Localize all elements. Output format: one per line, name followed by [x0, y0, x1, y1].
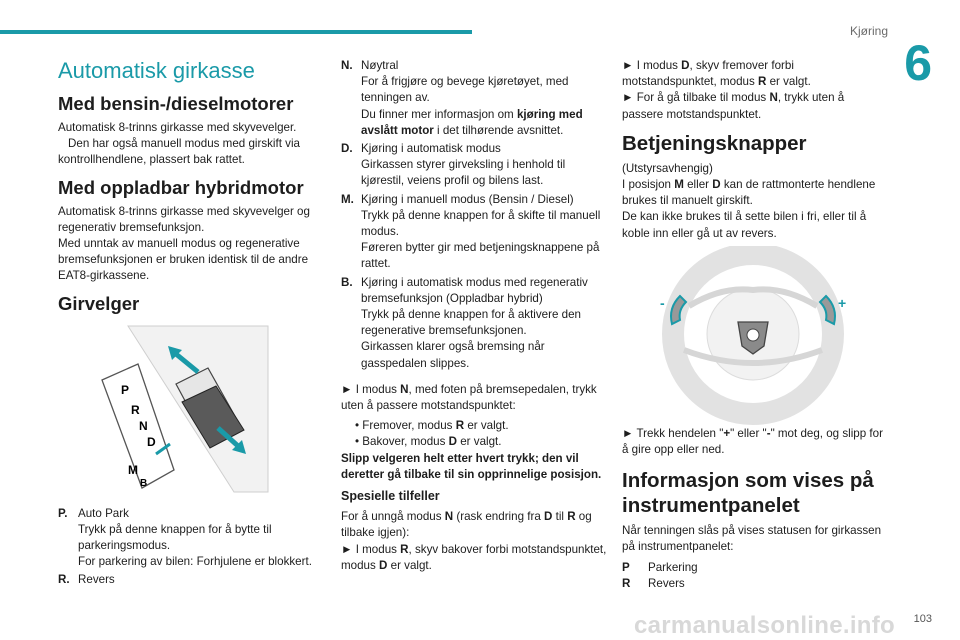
- selector-letter-d: D: [147, 434, 156, 449]
- def-p: P. Auto Park Trykk på denne knappen for å bytte til parkeringsmodus. For parkering av bilen: Forhjulene er blokkert.: [58, 506, 312, 569]
- column-1: [58, 58, 324, 591]
- def-b: B. Kjøring i automatisk modus med regenerativ bremsefunksjon (Oppladbar hybrid) Trykk på denne knappen for å aktivere den regenerative bremsefunksjonen. Girkassen klarer også bremsing når gasspedalen slippes.: [341, 275, 588, 370]
- bullet-forward: • Fremover, modus R er valgt.: [355, 419, 509, 433]
- para: Automatisk 8-trinns girkasse med skyvevelger. Den har også manuell modus med girskift via kontrollhendlene, plassert bak rattet.: [58, 121, 300, 167]
- def-d: D. Kjøring i automatisk modus Girkassen styrer girveksling i henhold til kjørestil, veiens profil og bilens last.: [341, 142, 566, 188]
- gear-selector-illustration: [58, 320, 324, 506]
- page-title: Automatisk girkasse: [58, 58, 255, 83]
- release-warning: Slipp velgeren helt etter hvert trykk; den vil deretter gå tilbake til sin opprinnelige posisjon.: [341, 451, 602, 481]
- chapter-number: 6: [904, 35, 932, 91]
- def-m: M. Kjøring i manuell modus (Bensin / Diesel) Trykk på denne knappen for å skifte til manuell modus. Føreren bytter gir med betjeningsknappene på rattet.: [341, 192, 601, 271]
- watermark: carmanualsonline.info: [634, 612, 896, 639]
- para: Automatisk 8-trinns girkasse med skyvevelger og regenerativ bremsefunksjon. Med unntak av manuell modus og regenerative bremsefunksjonen er bruken identisk til de andre EAT8-girkassene.: [58, 204, 310, 283]
- special-para: For å unngå modus N (rask endring fra D til R og tilbake igjen): ► I modus R, skyv bakover forbi motstandspunktet, modus D er valgt.: [341, 510, 607, 572]
- paddle-minus-label: -: [660, 294, 665, 311]
- instruction-neutral: ► I modus N, med foten på bremsepedalen, trykk uten å passere motstandspunktet:: [341, 382, 597, 413]
- heading-petrol-diesel: Med bensin-/dieselmotorer: [58, 93, 294, 114]
- selector-letter-b: B: [140, 477, 148, 489]
- def-r: R. Revers: [58, 573, 115, 587]
- selector-letter-n: N: [139, 418, 148, 433]
- heading-instrument-info: Informasjon som vises på instrumentpanelet: [622, 469, 874, 518]
- status-row-r: R Revers: [622, 576, 685, 590]
- paddle-plus-label: +: [838, 294, 847, 311]
- status-row-p: P Parkering: [622, 560, 698, 574]
- section-header: Kjøring: [849, 24, 888, 38]
- selector-letter-p: P: [121, 382, 130, 397]
- top-accent-bar: [0, 30, 472, 34]
- heading-controls: Betjeningsknapper: [622, 131, 807, 155]
- instrument-para: Når tenningen slås på vises statusen for girkassen på instrumentpanelet:: [622, 524, 882, 554]
- def-n: N. Nøytral For å frigjøre og bevege kjøretøyet, med tenningen av. Du finner mer informasjon om kjøring med avslått motor i det tilhørende avsnittet.: [341, 59, 583, 137]
- paddle-instruction: ► Trekk hendelen "+" eller "-" mot deg, og slipp for å gire opp eller ned.: [622, 426, 883, 457]
- column-3: [622, 58, 884, 592]
- selector-letter-r: R: [131, 402, 140, 417]
- heading-hybrid: Med oppladbar hybridmotor: [58, 176, 304, 198]
- bullet-backward: • Bakover, modus D er valgt.: [355, 435, 502, 449]
- heading-gear-selector: Girvelger: [58, 292, 140, 314]
- steering-wheel-drawing: [622, 246, 884, 426]
- gear-selector-drawing: [58, 320, 324, 506]
- instruction-drive: ► I modus D, skyv fremover forbi motstandspunktet, modus R er valgt. ► For å gå tilbake til modus N, trykk uten å passere motstandspunktet.: [622, 59, 845, 121]
- controls-para: (Utstyrsavhengig) I posisjon M eller D kan de rattmonterte hendlene brukes til manuelt girskift. De kan ikke brukes til å sette bilen i fri, eller til å koble inn eller gå ut av revers.: [622, 161, 876, 240]
- steering-wheel-illustration: [622, 246, 884, 426]
- column-2: [341, 58, 607, 578]
- selector-letter-m: M: [128, 462, 138, 477]
- heading-special-cases: Spesielle tilfeller: [341, 489, 440, 504]
- page-number: 103: [913, 613, 932, 625]
